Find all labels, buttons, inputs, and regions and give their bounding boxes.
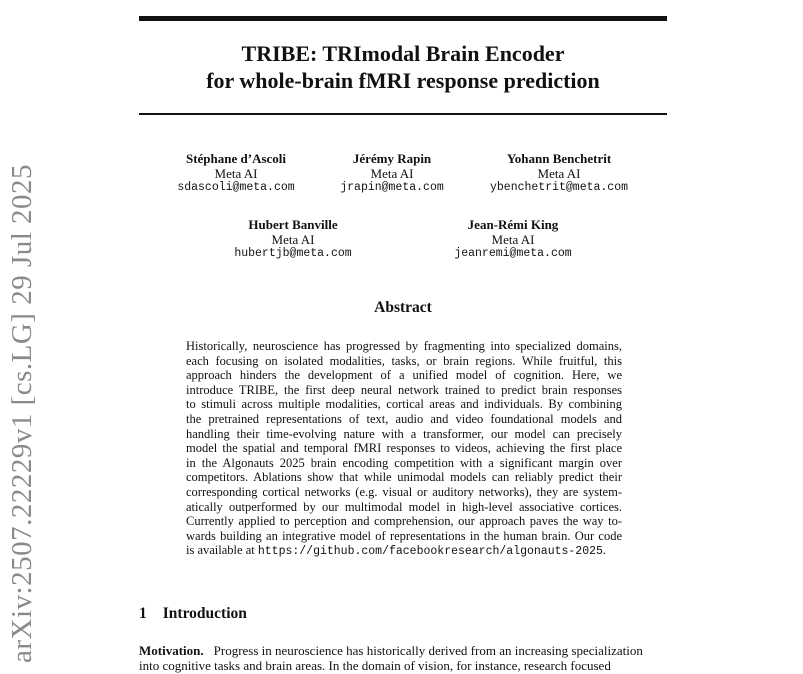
paragraph-lead: Motivation. (139, 643, 204, 658)
abstract-line: handling their time-evolving nature with a transformer, our model can precisely (186, 426, 622, 441)
author-affiliation: Meta AI (214, 165, 258, 181)
author-email[interactable]: ybenchetrit@meta.com (489, 181, 629, 194)
author-block (203, 218, 383, 262)
author-name: Jean-Rémi King (467, 217, 559, 232)
author-block (302, 152, 482, 196)
author-block (469, 152, 649, 196)
intro-paragraph-next-line: into cognitive tasks and brain areas. In the domain of vision, for instance, research focused (139, 658, 611, 673)
abstract-line: model the spatial and temporal fMRI responses to videos, achieving the first place (186, 441, 622, 456)
author-email[interactable]: jrapin@meta.com (340, 181, 444, 194)
paper-title (139, 40, 667, 94)
author-name: Yohann Benchetrit (506, 151, 612, 166)
code-link[interactable]: https://github.com/facebookresearch/algonauts-2025 (257, 545, 603, 559)
abstract-line: Currently applied to perception and comprehension, our approach paves the way to- (186, 514, 622, 529)
author-block (423, 218, 603, 262)
author-name: Hubert Banville (248, 217, 338, 232)
author-name: Stéphane d’Ascoli (185, 151, 287, 166)
abstract-last-line-prefix: is available at (186, 543, 258, 558)
abstract-body (186, 339, 622, 560)
abstract-line: corresponding cortical networks (e.g. visual or auditory networks), they are system- (186, 484, 622, 499)
title-line-1: TRIBE: TRImodal Brain Encoder (241, 41, 565, 66)
author-affiliation: Meta AI (537, 165, 581, 181)
author-block (146, 152, 326, 196)
abstract-line: atically outperformed by our multimodal model in high-level associative cortices. (186, 499, 622, 514)
abstract-last-line-suffix: . (602, 543, 607, 558)
top-rule (139, 16, 667, 21)
abstract-line: approach hinders the development of a unified model of cognition. Here, we (186, 368, 622, 383)
author-email[interactable]: jeanremi@meta.com (454, 247, 572, 260)
section-heading-introduction (139, 605, 247, 623)
abstract-line: competitors. Ablations show that while unimodal models can reliably predict their (186, 470, 622, 485)
author-name: Jérémy Rapin (352, 151, 432, 166)
abstract-line: in the Algonauts 2025 brain encoding competition with a significant margin over (186, 455, 622, 470)
abstract-line: to stimuli across multiple modalities, cortical areas and individuals. By combining (186, 397, 622, 412)
author-email[interactable]: sdascoli@meta.com (177, 181, 295, 194)
abstract-line: the pretrained representations of text, audio and video foundational models and (186, 411, 622, 426)
author-affiliation: Meta AI (370, 165, 414, 181)
abstract-line: Historically, neuroscience has progressed by fragmenting into specialized domains, (186, 339, 622, 353)
author-affiliation: Meta AI (271, 231, 315, 247)
abstract-last-line (186, 543, 622, 560)
abstract-heading: Abstract (374, 299, 432, 316)
arxiv-stamp: arXiv:2507.22229v1 [cs.LG] 29 Jul 2025 (6, 163, 38, 663)
abstract-line: each focusing on isolated modalities, tasks, or brain regions. While fruitful, this (186, 353, 622, 368)
abstract-line: introduce TRIBE, the first deep neural network trained to predict brain responses (186, 382, 622, 397)
intro-paragraph (139, 643, 669, 659)
section-title: Introduction (162, 605, 247, 622)
author-email[interactable]: hubertjb@meta.com (234, 247, 352, 260)
section-number: 1 (139, 605, 147, 622)
author-affiliation: Meta AI (491, 231, 535, 247)
title-rule (139, 113, 667, 115)
abstract-line: wards building an integrative model of representations in the human brain. Our code (186, 528, 622, 543)
paragraph-text: Progress in neuroscience has historically derived from an increasing specialization (213, 643, 643, 658)
title-line-2: for whole-brain fMRI response prediction (206, 68, 600, 93)
